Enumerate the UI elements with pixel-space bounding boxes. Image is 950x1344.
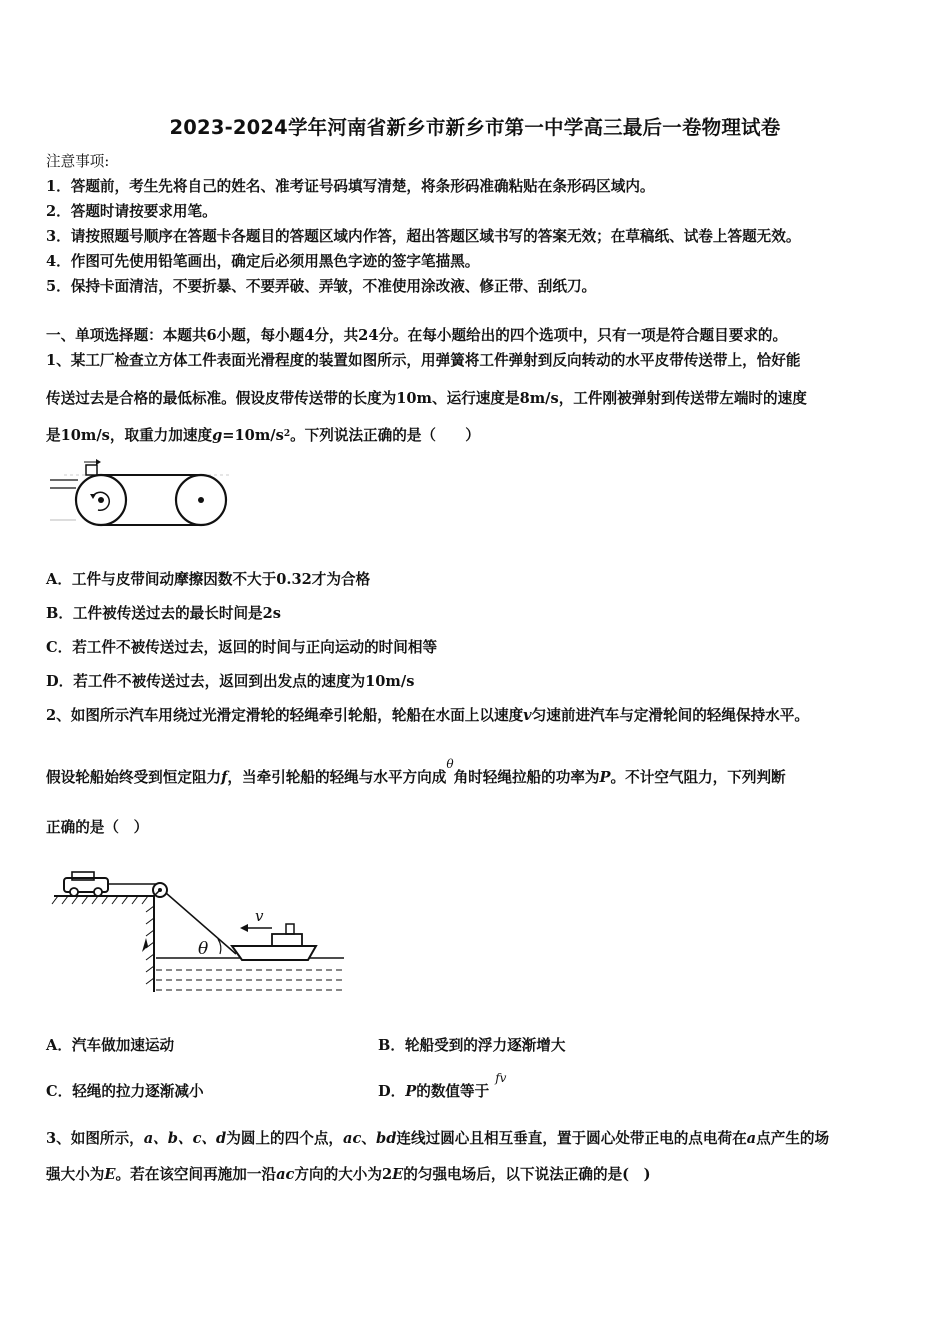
q3-a-point: a (746, 1130, 757, 1147)
q3-E: E (104, 1166, 116, 1183)
workpiece-block (84, 459, 101, 475)
velocity-arrow (240, 924, 272, 932)
q2-option-b: B．轮船受到的浮力逐渐增大 (378, 1037, 566, 1054)
q2-v-symbol: v (523, 707, 532, 724)
q1-stem-line3 (46, 426, 480, 446)
q2-option-c: C．轻绳的拉力逐渐减小 (46, 1083, 204, 1100)
water (156, 958, 344, 990)
car-boat-figure (50, 866, 350, 998)
q3-stem-line2 (46, 1165, 651, 1185)
pulley (108, 883, 167, 897)
q2-f-symbol: f (221, 769, 228, 786)
q3-text-2b: 。若在该空间再施加一沿 (115, 1166, 277, 1183)
q3-text-1c: 、 (361, 1130, 376, 1147)
fig-theta-label: θ (198, 939, 209, 959)
q1-text-b: =10m/s (222, 427, 284, 444)
q1-stem-line2: 传送过去是合格的最低标准。假设皮带传送带的长度为10m、运行速度是8m/s，工件刚被弹射到传送带左端时的速度 (46, 390, 807, 407)
q1-exponent: 2 (283, 429, 291, 439)
q3-text-1b: 为圆上的四个点， (226, 1130, 344, 1147)
q3-ac: ac (343, 1130, 362, 1147)
q2-option-d (378, 1071, 507, 1102)
notice-item-5: 5．保持卡面清洁，不要折暴、不要弄破、弄皱，不准使用涂改液、修正带、刮纸刀。 (46, 278, 597, 295)
left-pulley (76, 475, 126, 525)
right-pulley (176, 475, 226, 525)
q2-opt-d-P: P (405, 1083, 417, 1100)
q1-option-d: D．若工件不被传送过去，返回到出发点的速度为10m/s (46, 673, 415, 690)
q1-g-symbol: g (212, 427, 223, 444)
page-title: 2023-2024学年河南省新乡市新乡市第一中学高三最后一卷物理试卷 (169, 116, 781, 139)
q2-text-2d: 。不计空气阻力，下列判断 (610, 769, 786, 786)
q3-text-1e: 点产生的场 (756, 1130, 830, 1147)
notice-item-2: 2．答题时请按要求用笔。 (46, 203, 217, 220)
q1-option-a: A．工件与皮带间动摩擦因数不大于0.32才为合格 (46, 571, 371, 588)
q2-theta-symbol: θ (446, 757, 454, 771)
q2-opt-d-fv: fv (495, 1071, 507, 1085)
q2-text-2b: ，当牵引轮船的轻绳与水平方向成 (227, 769, 447, 786)
q1-option-b: B．工件被传送过去的最长时间是2s (46, 605, 282, 622)
q2-P-symbol: P (599, 769, 611, 786)
q1-stem-line1: 1、某工厂检查立方体工件表面光滑程度的装置如图所示，用弹簧将工件弹射到反向转动的水平皮带传送带上，恰好能 (46, 352, 801, 369)
q2-option-a: A．汽车做加速运动 (46, 1037, 175, 1054)
q1-option-c: C．若工件不被传送过去，返回的时间与正向运动的时间相等 (46, 639, 438, 656)
q3-bd: bd (375, 1130, 397, 1147)
q1-text-a: 是10m/s，取重力加速度 (46, 427, 213, 444)
q2-stem-line3: 正确的是（ ） (46, 819, 149, 836)
q2-text-1a: 2、如图所示汽车用绕过光滑定滑轮的轻绳牵引轮船，轮船在水面上以速度 (46, 707, 524, 724)
cliff-ground (52, 896, 154, 992)
notice-item-4: 4．作图可先使用铅笔画出，确定后必须用黑色字迹的签字笔描黑。 (46, 253, 480, 270)
q2-stem-line2 (46, 757, 786, 788)
q2-text-2c: 角时轻绳拉船的功率为 (453, 769, 600, 786)
notice-heading: 注意事项: (46, 153, 110, 170)
q2-stem-line1 (46, 706, 809, 726)
q2-opt-d-text-b: 的数值等于 (416, 1083, 490, 1100)
fig-v-label: v (255, 907, 264, 925)
notice-item-1: 1．答题前，考生先将自己的姓名、准考证号码填写清楚，将条形码准确粘贴在条形码区域内。 (46, 178, 655, 195)
q3-text-2a: 强大小为 (46, 1166, 105, 1183)
section-heading: 一、单项选择题：本题共6小题，每小题4分，共24分。在每小题给出的四个选项中，只有一项是符合题目要求的。 (46, 327, 788, 344)
conveyor-belt-figure (46, 458, 232, 534)
notice-item-3: 3．请按照题号顺序在答题卡各题目的答题区域内作答，超出答题区域书写的答案无效；在草稿纸、试卷上答题无效。 (46, 228, 801, 245)
q2-text-1b: 匀速前进汽车与定滑轮间的轻绳保持水平。 (531, 707, 809, 724)
q3-ac-2: ac (276, 1166, 295, 1183)
q3-text-2d: 的匀强电场后，以下说法正确的是( ) (403, 1166, 651, 1183)
q2-text-2a: 假设轮船始终受到恒定阻力 (46, 769, 222, 786)
q2-opt-d-text-a: D． (378, 1083, 406, 1100)
q3-text-2c: 方向的大小为2 (294, 1166, 393, 1183)
car (64, 872, 108, 896)
q3-E-2: E (392, 1166, 404, 1183)
q3-stem-line1 (46, 1129, 829, 1149)
q1-text-c: 。下列说法正确的是（ ） (290, 427, 480, 444)
q3-points: a、b、c、d (143, 1130, 227, 1147)
q3-text-1a: 3、如图所示， (46, 1130, 144, 1147)
q3-text-1d: 连线过圆心且相互垂直，置于圆心处带正电的点电荷在 (396, 1130, 747, 1147)
